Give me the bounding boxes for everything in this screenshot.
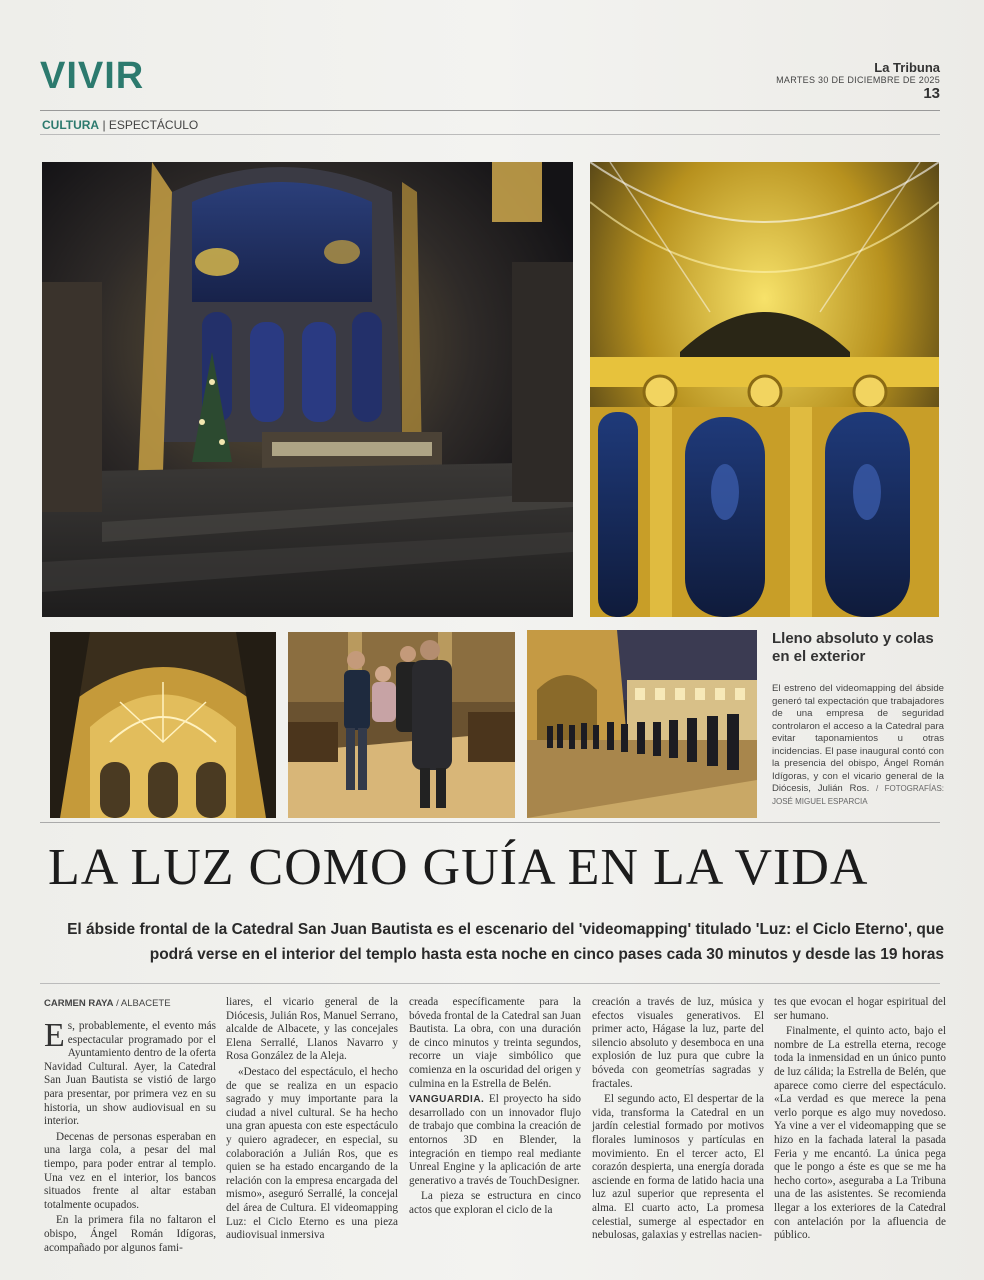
- column-2-para-1: liares, el vicario general de la Diócesis, Julián Ros, Manuel Serrano, alcalde de Albacete, y las concejales Elena Serrallé, Llanos Navarro y Rosa González de la Aleja.: [226, 996, 398, 1063]
- category: CULTURA: [42, 118, 100, 132]
- publication-info: [776, 60, 940, 102]
- column-1: [44, 1017, 216, 1254]
- category-rule: [40, 134, 940, 135]
- column-3-para-1: creada específicamente para la bóveda frontal de la Catedral san Juan Bautista. La obra, con una duración de cinco minutos y treinta segundos, recorre un viaje simbólico que comienza en la oscuridad del origen y culmina en la Estrella de Belén.: [409, 996, 581, 1090]
- photo-cathedral-apse-wide-image: [42, 162, 573, 617]
- column-4-para-1: creación a través de luz, música y efectos visuales generativos. El primer acto, Hágase la luz, parte del silencio absoluto y desemboca en una explosión de luz pura que cubre la bóveda con geometrías sagradas y fractales.: [592, 996, 764, 1090]
- column-1-para-3: En la primera fila no faltaron el obispo, Ángel Román Idígoras, acompañado por algunos fami-: [44, 1214, 216, 1254]
- publication-name: La Tribuna: [874, 60, 940, 75]
- sidebar-text: El estreno del videomapping del ábside generó tal expectación que trabajadores de una empresa de seguridad controlaron el acceso a la Catedral para evitar taponamientos u otras incidencias. El pase inaugural contó con la presencia del obispo, Ángel Román Idígoras, y con el vicario general de la Diócesis, Julián Ros.: [772, 683, 944, 794]
- column-2: [226, 996, 398, 1245]
- photo-attendees: [288, 632, 515, 818]
- column-5: [774, 996, 946, 1245]
- headline-rule: [40, 822, 940, 823]
- article-headline: LA LUZ COMO GUÍA EN LA VIDA: [48, 839, 869, 896]
- column-3-para-2-text: El proyecto ha sido desarrollado con un innovador flujo de trabajo que combina la creación de entornos 3D en Blender, la integración en tiempo real mediante Unreal Engine y la aplicación de arte generativo a través de TouchDesigner.: [409, 1093, 581, 1187]
- header-rule: [40, 110, 940, 111]
- photo-attendees-image: [288, 632, 515, 818]
- drop-cap: E: [44, 1017, 65, 1054]
- category-separator: |: [102, 118, 109, 132]
- photo-dome: [50, 632, 276, 818]
- column-1-para-1: [44, 1017, 216, 1129]
- author: CARMEN RAYA: [44, 998, 114, 1009]
- category-line: [42, 118, 198, 132]
- sidebar-body: [772, 683, 944, 808]
- photo-credit: / FOTOGRAFÍAS: JOSÉ MIGUEL ESPARCIA: [772, 784, 945, 806]
- sidebar-title: Lleno absoluto y colas en el exterior: [772, 630, 934, 665]
- byline-separator: /: [116, 998, 121, 1009]
- column-1-para-2: Decenas de personas esperaban en una larga cola, a pesar del mal tiempo, para poder entrar al templo. Una vez en el interior, los bancos situados frente al altar estaban totalmente ocupados.: [44, 1130, 216, 1211]
- column-3-lead: VANGUARDIA.: [409, 1094, 485, 1106]
- byline: [44, 998, 171, 1009]
- column-5-para-2: Finalmente, el quinto acto, bajo el nombre de La estrella eterna, recoge toda la inmensidad en un único punto de luz cálida; la Estrella de Belén, que aparece como cierre del espectáculo. «La verdad es que merece la pena verlo porque es algo muy novedoso. Ya vine a ver el videomapping que se hizo en la fachada lateral la pasada Feria y me encantó. La única pega que le pongo a éste es que se me ha hecho corto», aseguraba a La Tribuna una de las asistentes. Se recomienda llegar a los exteriores de la Catedral con antelación por la afluencia de público.: [774, 1025, 946, 1242]
- column-5-para-1: tes que evocan el hogar espiritual del ser humano.: [774, 996, 946, 1022]
- column-3-para-2: [409, 1093, 581, 1188]
- column-1-para-1-text: s, probablemente, el evento más espectacular programado por el Ayuntamiento dentro de la oferta Navidad Cultural. Ayer, la Catedral San Juan Bautista se vistió de largo para presentar, por primera vez en su historia, un show audiovisual en su interior.: [44, 1020, 216, 1128]
- column-3: [409, 996, 581, 1220]
- photo-projection-detail: [590, 162, 939, 617]
- subhead-rule: [40, 983, 940, 984]
- column-2-para-2: «Destaco del espectáculo, el hecho de que se realiza en un espacio sagrado y muy importante para la ciudad a nivel cultural. Se ha hecho una gran apuesta con este espectáculo y quiero agradecer, en especial, su colaboración a Julián Ros, que es quien se ha estado encargando de la relación con la empresa encargada del mismo», aseguró Serrallé, la concejal del área de Cultura. El videomapping Luz: el Ciclo Eterno es una pieza audiovisual inmersiva: [226, 1065, 398, 1242]
- column-4-para-2: El segundo acto, El despertar de la vida, transforma la Catedral en un jardín celestial formado por motivos florales luminosos y partículas en movimiento. En el tercer acto, El corazón despierta, una energía dorada asciende en forma de latido hacia una luz azul superior que representa el alma. El cuarto acto, La promesa celestial, sumerge al espectador en nebulosas, galaxias y estrellas nacien-: [592, 1093, 764, 1242]
- column-4: [592, 996, 764, 1245]
- photo-exterior-queue: [527, 630, 757, 818]
- photo-projection-detail-image: [590, 162, 939, 617]
- column-3-para-3: La pieza se estructura en cinco actos que exploran el ciclo de la: [409, 1190, 581, 1216]
- photo-cathedral-apse-wide: [42, 162, 573, 617]
- page-number: 13: [923, 85, 940, 102]
- location: ALBACETE: [120, 998, 171, 1009]
- subcategory: ESPECTÁCULO: [108, 118, 199, 132]
- photo-exterior-queue-image: [527, 630, 757, 818]
- section-title: VIVIR: [40, 55, 145, 97]
- photo-dome-image: [50, 632, 276, 818]
- publication-date: MARTES 30 DE DICIEMBRE DE 2025: [776, 75, 940, 85]
- article-subheadline: El ábside frontal de la Catedral San Juan Bautista es el escenario del 'videomapping' titulado 'Luz: el Ciclo Eterno', que podrá verse en el interior del templo hasta esta noche en cinco pases cada 30 minutos y desde las 19 horas: [67, 921, 944, 963]
